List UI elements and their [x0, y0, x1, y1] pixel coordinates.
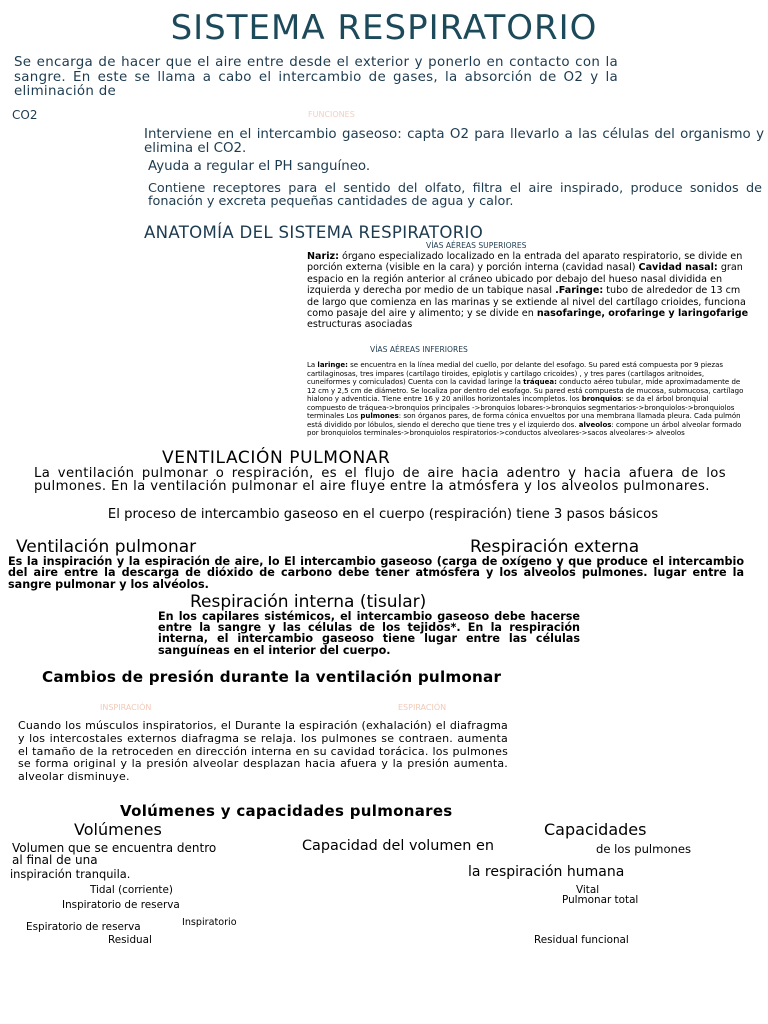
bronquios-pre: los: [567, 395, 582, 403]
cap-def-big: Capacidad del volumen en: [302, 838, 494, 854]
volumenes-col-heading: Volúmenes: [74, 820, 162, 839]
faringe-term: .Faringe:: [555, 285, 604, 297]
nariz-term: Nariz:: [307, 251, 339, 262]
laringe-term: laringe:: [317, 361, 348, 369]
cap-item-vital: Vital: [576, 884, 600, 896]
ventilacion-heading: VENTILACIÓN PULMONAR: [162, 448, 391, 468]
parts-text: estructuras asociadas: [307, 319, 413, 331]
laringe-pre: La: [307, 361, 318, 369]
inspiracion-label: INSPIRACIÓN: [100, 703, 152, 712]
traquea-text: conducto aéreo tubular, mide aproximadamente de 12 cm y 2,5 cm de diámetro. Se localiza por dentro del esofago. Su pared está compuesta de mucosa, submucosa, cartílago hialono y adventicia. Tiene entre 16 y 20 anillos horizontales incompletos.: [307, 378, 744, 403]
lower-airways-text: [307, 361, 749, 438]
lower-airways-label: VÍAS AÉREAS INFERIORES: [370, 345, 468, 354]
nariz-text: órgano especializado localizado en la entrada del aparato respiratorio, se divide en porción externa (visible en la cara) y porción interna (cavidad nasal): [307, 251, 743, 274]
pulmones-pre: Los: [346, 412, 361, 420]
cavidad-term: Cavidad nasal:: [638, 262, 718, 274]
step3-heading: Respiración interna (tisular): [190, 592, 427, 612]
presion-text: Cuando los músculos inspiratorios, el Durante la espiración (exhalación) el diafragma y los intercostales externos diafragma se relaja. los pulmones se contraen. aumenta el tamaño de la retroceden en dirección interna en su cavidad torácica. los pulmones se forma original y la presión alveolar desplazan hacia afuera y la presión aumenta. alveolar disminuye.: [18, 719, 508, 784]
bronquios-text: : se da el árbol bronquial compuesto de tráquea->bronquios principales ->bronquios lobares->bronquios segmentarios->bronquiolos->bronquiolos terminales: [307, 395, 735, 420]
cap-item-residual-funcional: Residual funcional: [534, 934, 629, 946]
page-title: SISTEMA RESPIRATORIO: [170, 8, 598, 48]
step3-text: En los capilares sistémicos, el intercambio gaseoso debe hacerse entre la sangre y las células de los tejidos*. En la respiración interna, el intercambio gaseoso tiene lugar entre las células sanguíneas en el interior del cuerpo.: [158, 610, 580, 657]
traquea-term: tráquea:: [523, 378, 557, 386]
ventilacion-process: El proceso de intercambio gaseoso en el cuerpo (respiración) tiene 3 pasos básicos: [107, 507, 659, 522]
upper-airways-label: VÍAS AÉREAS SUPERIORES: [426, 241, 527, 250]
function-1: Interviene en el intercambio gaseoso: capta O2 para llevarlo a las células del organismo y elimina el CO2.: [144, 127, 764, 156]
vol-item-inspiratorio: Inspiratorio: [182, 917, 237, 928]
laringe-text: se encuentra en la línea medial del cuello, por delante del esofago. Su pared está compuesta por 9 piezas cartilaginosas, tres impares (cartílago tiroides, epiglotis y cartílago cricoides) , y tres pares (cartílagos aritnoides, cuneiformes y corniculados) Cuenta con la cavidad laringe la: [307, 361, 724, 386]
parts-term: nasofaringe, orofaringe y laringofarige: [536, 308, 749, 320]
volumenes-heading: Volúmenes y capacidades pulmonares: [120, 802, 453, 820]
vol-def-line1: Volumen que se encuentra dentro: [12, 841, 217, 855]
vol-item-tidal: Tidal (corriente): [90, 884, 173, 896]
funciones-label: FUNCIONES: [308, 110, 355, 119]
cap-item-pulmonar-total: Pulmonar total: [562, 894, 639, 906]
vol-item-insp-reserva: Inspiratorio de reserva: [62, 899, 180, 911]
vol-item-esp-reserva: Espiratorio de reserva: [26, 921, 141, 933]
alveolos-term: alveolos: [578, 420, 612, 429]
anatomy-heading: ANATOMÍA DEL SISTEMA RESPIRATORIO: [144, 223, 484, 242]
steps-text: Es la inspiración y la espiración de aire, lo El intercambio gaseoso (carga de oxígeno y que produce el intercambio del aire entre la descarga de dióxido de carbono debe tener atmósfera y los alveolos pulmones. lugar entre la sangre pulmonar y los alvéolos.: [8, 555, 744, 591]
alveolos-text: : compone un árbol alveolar formado por bronquiolos terminales->bronquiolos respiratorios->conductos alveolares->sacos alveolares-> alveolos: [307, 420, 742, 437]
vol-item-residual: Residual: [108, 934, 152, 946]
vol-def-line2: al final de una: [12, 853, 98, 867]
intro-co2: CO2: [12, 108, 38, 122]
cap-def-small: de los pulmones: [596, 842, 692, 856]
capacidades-col-heading: Capacidades: [544, 820, 647, 839]
function-2: Ayuda a regular el PH sanguíneo.: [148, 159, 371, 174]
ventilacion-definition: La ventilación pulmonar o respiración, es el flujo de aire hacia adentro y hacia afuera de los pulmones. En la ventilación pulmonar el aire fluye entre la atmósfera y los alveolos pulmonares.: [34, 466, 726, 495]
intro-paragraph: Se encarga de hacer que el aire entre desde el exterior y ponerlo en contacto con la sangre. En este se llama a cabo el intercambio de gases, la absorción de O2 y la eliminación de: [14, 55, 618, 100]
cap-def-line2: la respiración humana: [468, 864, 625, 880]
pulmones-term: pulmones: [360, 412, 399, 420]
function-3: Contiene receptores para el sentido del olfato, filtra el aire inspirado, produce sonidos de fonación y excreta pequeñas cantidades de agua y calor.: [148, 181, 762, 210]
faringe-text: tubo de alrededor de 13 cm de largo que comienza en las marinas y se extiende al nivel del cartílago crioides, funciona como pasaje del aire y alimento; y se divide en: [307, 285, 746, 320]
cavidad-text: gran espacio en la región anterior al cráneo ubicado por debajo del hueso nasal dividida en izquierda y derecha por medio de un tabique nasal: [307, 262, 743, 297]
pulmones-text: : son órganos pares, de forma cónica envueltos por una membrana llamada pleura. Cada pulmón está dividido por lóbulos, siendo el derecho que tiene tres y el izquierdo dos.: [307, 412, 741, 429]
presion-heading: Cambios de presión durante la ventilación pulmonar: [42, 668, 502, 686]
step1-heading: Ventilación pulmonar: [16, 537, 197, 557]
upper-airways-text: [307, 251, 755, 331]
espiracion-label: ESPIRACIÓN: [398, 703, 447, 712]
vol-def-line3: inspiración tranquila.: [10, 867, 131, 881]
bronquios-term: bronquios: [581, 395, 622, 403]
step2-heading: Respiración externa: [470, 537, 640, 557]
